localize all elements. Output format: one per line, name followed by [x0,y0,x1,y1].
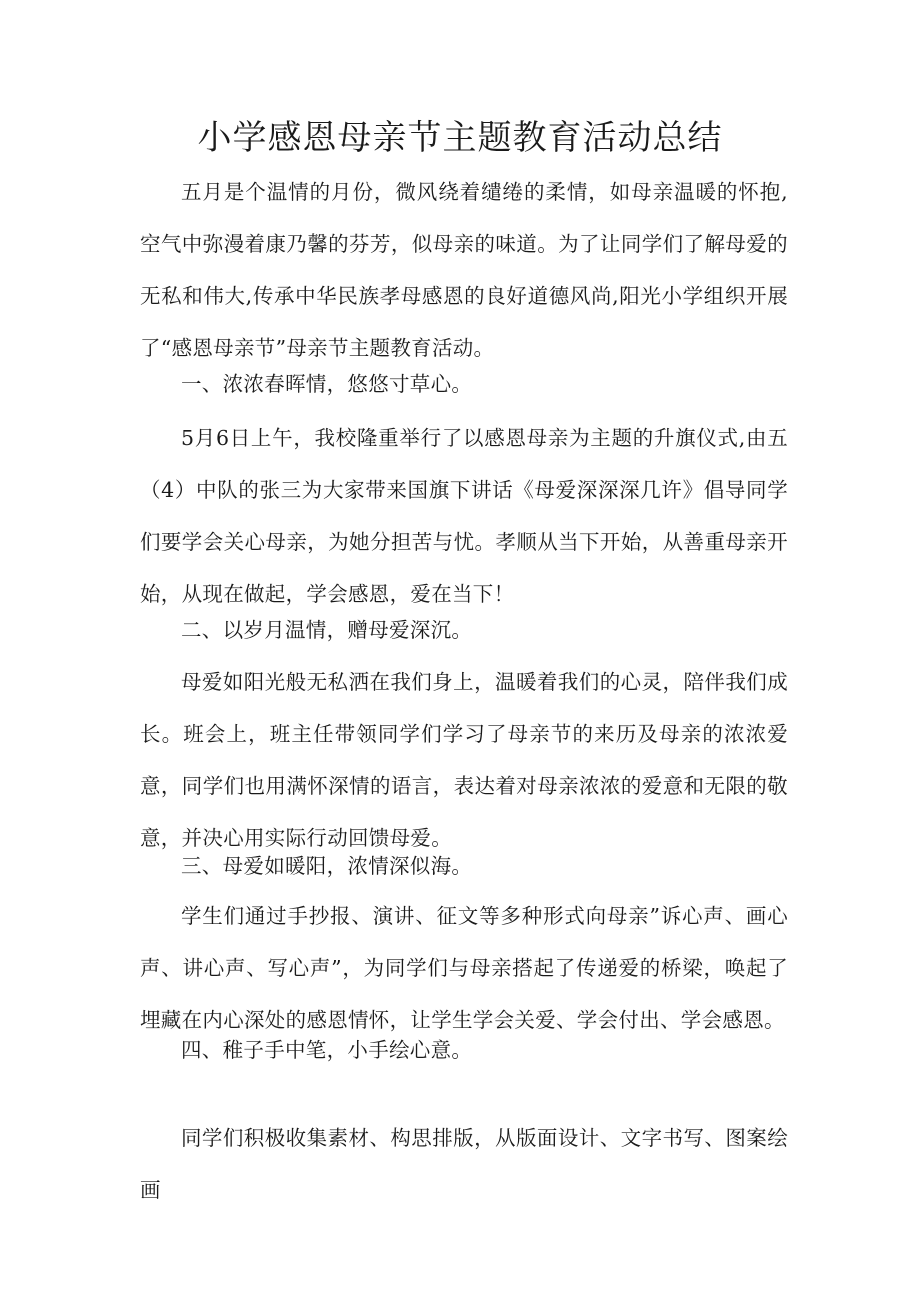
section-4-paragraph: 同学们积极收集素材、构思排版，从版面设计、文字书写、图案绘画 [140,1126,788,1202]
document-title: 小学感恩母亲节主题教育活动总结 [197,118,723,158]
section-3-paragraph: 学生们通过手抄报、演讲、征文等多种形式向母亲”诉心声、画心声、讲心声、写心声”，为同学们与母亲搭起了传递爱的桥梁，唤起了埋藏在内心深处的感恩情怀，让学生学会关爱、学会付出、学会感恩。 [140,904,788,1032]
section-3-heading: 三、母爱如暖阳，浓情深似海。 [181,854,473,878]
section-1-paragraph: 5月6日上午，我校隆重举行了以感恩母亲为主题的升旗仪式,由五（4）中队的张三为大家带来国旗下讲话《母爱深深深几许》倡导同学们要学会关心母亲，为她分担苦与忧。孝顺从当下开始，从善重母亲开始，从现在做起，学会感恩，爱在当下！ [140,426,788,606]
section-4-heading: 四、稚子手中笔，小手绘心意。 [181,1038,473,1062]
intro-paragraph: 五月是个温情的月份，微风绕着缱绻的柔情，如母亲温暖的怀抱,空气中弥漫着康乃馨的芬芳，似母亲的味道。为了让同学们了解母爱的无私和伟大,传承中华民族孝母感恩的良好道德风尚,阳光小学组织开展了“感恩母亲节”母亲节主题教育活动。 [140,180,788,360]
section-1-heading: 一、浓浓春晖情，悠悠寸草心。 [181,372,473,396]
section-2-paragraph: 母爱如阳光般无私洒在我们身上，温暖着我们的心灵，陪伴我们成长。班会上，班主任带领同学们学习了母亲节的来历及母亲的浓浓爱意，同学们也用满怀深情的语言，表达着对母亲浓浓的爱意和无限的敬意，并决心用实际行动回馈母爱。 [140,670,788,850]
section-2-heading: 二、以岁月温情，赠母爱深沉。 [181,618,473,642]
